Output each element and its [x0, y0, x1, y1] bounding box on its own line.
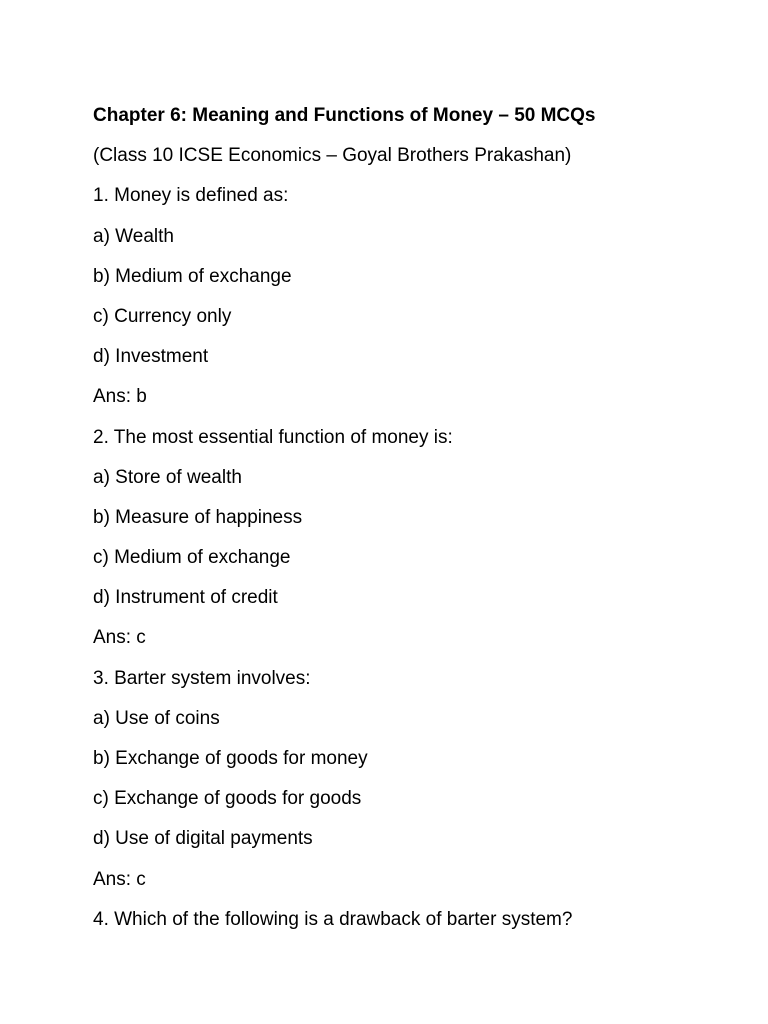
question-block-2	[93, 425, 733, 652]
option-b: b) Measure of happiness	[93, 506, 303, 528]
question-block-1	[93, 183, 733, 410]
question-block-3	[93, 666, 733, 893]
option-a: a) Wealth	[93, 225, 174, 247]
option-d: d) Instrument of credit	[93, 587, 278, 609]
question-block-4	[93, 907, 733, 933]
option-a: a) Store of wealth	[93, 466, 242, 488]
option-c: c) Currency only	[93, 305, 232, 327]
document-page	[93, 103, 733, 947]
question-text: 3. Barter system involves:	[93, 667, 311, 689]
answer: Ans: c	[93, 627, 146, 649]
option-a: a) Use of coins	[93, 707, 220, 729]
option-d: d) Investment	[93, 346, 209, 368]
question-text: 4. Which of the following is a drawback of barter system?	[93, 908, 573, 930]
question-text: 1. Money is defined as:	[93, 185, 289, 207]
option-d: d) Use of digital payments	[93, 828, 313, 850]
question-text: 2. The most essential function of money is:	[93, 426, 453, 448]
option-b: b) Medium of exchange	[93, 265, 292, 287]
document-subtitle: (Class 10 ICSE Economics – Goyal Brothers Prakashan)	[93, 145, 572, 167]
option-b: b) Exchange of goods for money	[93, 748, 368, 769]
document-title: Chapter 6: Meaning and Functions of Money – 50 MCQs	[93, 105, 596, 126]
answer: Ans: c	[93, 868, 146, 890]
answer: Ans: b	[93, 386, 147, 408]
option-c: c) Exchange of goods for goods	[93, 788, 362, 810]
option-c: c) Medium of exchange	[93, 547, 291, 569]
